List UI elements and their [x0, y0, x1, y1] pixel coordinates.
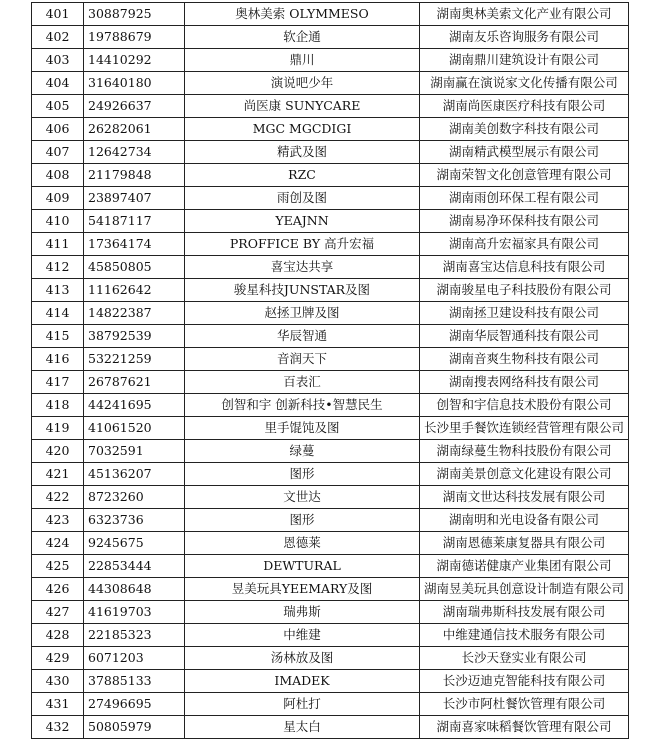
company-name-cell: 中维建通信技术服务有限公司 — [420, 624, 629, 647]
trademark-name-cell: PROFFICE BY 高升宏福 — [185, 233, 420, 256]
registration-number-cell: 14410292 — [84, 49, 185, 72]
row-number-cell: 412 — [32, 256, 84, 279]
row-number-cell: 410 — [32, 210, 84, 233]
table-row — [32, 601, 629, 624]
table-row — [32, 187, 629, 210]
registration-number-cell: 37885133 — [84, 670, 185, 693]
trademark-name-cell: 软企通 — [185, 26, 420, 49]
trademark-table — [31, 2, 629, 739]
registration-number-cell: 54187117 — [84, 210, 185, 233]
trademark-name-cell: 里手馄饨及图 — [185, 417, 420, 440]
row-number-cell: 424 — [32, 532, 84, 555]
table-row — [32, 624, 629, 647]
row-number-cell: 413 — [32, 279, 84, 302]
trademark-name-cell: 音润天下 — [185, 348, 420, 371]
registration-number-cell: 41061520 — [84, 417, 185, 440]
row-number-cell: 415 — [32, 325, 84, 348]
company-name-cell: 湖南拯卫建设科技有限公司 — [420, 302, 629, 325]
table-row — [32, 302, 629, 325]
trademark-name-cell: YEAJNN — [185, 210, 420, 233]
trademark-name-cell: 昱美玩具YEEMARY及图 — [185, 578, 420, 601]
registration-number-cell: 44308648 — [84, 578, 185, 601]
table-row — [32, 647, 629, 670]
registration-number-cell: 12642734 — [84, 141, 185, 164]
table-row — [32, 49, 629, 72]
trademark-name-cell: 精武及图 — [185, 141, 420, 164]
trademark-name-cell: 百表汇 — [185, 371, 420, 394]
company-name-cell: 湖南精武模型展示有限公司 — [420, 141, 629, 164]
row-number-cell: 423 — [32, 509, 84, 532]
company-name-cell: 湖南德诺健康产业集团有限公司 — [420, 555, 629, 578]
registration-number-cell: 9245675 — [84, 532, 185, 555]
company-name-cell: 湖南奥林美索文化产业有限公司 — [420, 3, 629, 26]
registration-number-cell: 6323736 — [84, 509, 185, 532]
registration-number-cell: 8723260 — [84, 486, 185, 509]
trademark-name-cell: 尚医康 SUNYCARE — [185, 95, 420, 118]
registration-number-cell: 11162642 — [84, 279, 185, 302]
row-number-cell: 402 — [32, 26, 84, 49]
trademark-name-cell: 文世达 — [185, 486, 420, 509]
table-row — [32, 486, 629, 509]
registration-number-cell: 14822387 — [84, 302, 185, 325]
trademark-name-cell: 图形 — [185, 509, 420, 532]
registration-number-cell: 26282061 — [84, 118, 185, 141]
registration-number-cell: 23897407 — [84, 187, 185, 210]
registration-number-cell: 17364174 — [84, 233, 185, 256]
row-number-cell: 420 — [32, 440, 84, 463]
trademark-name-cell: RZC — [185, 164, 420, 187]
trademark-name-cell: 创智和宇 创新科技•智慧民生 — [185, 394, 420, 417]
trademark-name-cell: 奥林美索 OLYMMESO — [185, 3, 420, 26]
table-row — [32, 256, 629, 279]
row-number-cell: 432 — [32, 716, 84, 739]
row-number-cell: 408 — [32, 164, 84, 187]
table-row — [32, 233, 629, 256]
row-number-cell: 406 — [32, 118, 84, 141]
trademark-name-cell: 恩德莱 — [185, 532, 420, 555]
row-number-cell: 429 — [32, 647, 84, 670]
trademark-name-cell: 中维建 — [185, 624, 420, 647]
company-name-cell: 长沙天登实业有限公司 — [420, 647, 629, 670]
table-row — [32, 279, 629, 302]
registration-number-cell: 21179848 — [84, 164, 185, 187]
row-number-cell: 430 — [32, 670, 84, 693]
company-name-cell: 湖南高升宏福家具有限公司 — [420, 233, 629, 256]
registration-number-cell: 44241695 — [84, 394, 185, 417]
table-row — [32, 141, 629, 164]
table-row — [32, 693, 629, 716]
table-row — [32, 532, 629, 555]
company-name-cell: 长沙市阿杜餐饮管理有限公司 — [420, 693, 629, 716]
company-name-cell: 湖南音爽生物科技有限公司 — [420, 348, 629, 371]
company-name-cell: 湖南瑞弗斯科技发展有限公司 — [420, 601, 629, 624]
table-row — [32, 716, 629, 739]
registration-number-cell: 50805979 — [84, 716, 185, 739]
trademark-name-cell: DEWTURAL — [185, 555, 420, 578]
trademark-name-cell: IMADEK — [185, 670, 420, 693]
company-name-cell: 湖南雨创环保工程有限公司 — [420, 187, 629, 210]
table-row — [32, 371, 629, 394]
trademark-name-cell: 演说吧少年 — [185, 72, 420, 95]
company-name-cell: 湖南美景创意文化建设有限公司 — [420, 463, 629, 486]
table-row — [32, 670, 629, 693]
row-number-cell: 416 — [32, 348, 84, 371]
company-name-cell: 湖南易净环保科技有限公司 — [420, 210, 629, 233]
row-number-cell: 417 — [32, 371, 84, 394]
table-row — [32, 555, 629, 578]
trademark-name-cell: 绿蔓 — [185, 440, 420, 463]
company-name-cell: 湖南荣智文化创意管理有限公司 — [420, 164, 629, 187]
trademark-table-body — [32, 3, 629, 739]
table-row — [32, 95, 629, 118]
trademark-name-cell: 喜宝达共享 — [185, 256, 420, 279]
company-name-cell: 湖南美创数字科技有限公司 — [420, 118, 629, 141]
trademark-name-cell: MGC MGCDIGI — [185, 118, 420, 141]
company-name-cell: 湖南搜表网络科技有限公司 — [420, 371, 629, 394]
registration-number-cell: 27496695 — [84, 693, 185, 716]
row-number-cell: 431 — [32, 693, 84, 716]
trademark-name-cell: 阿杜打 — [185, 693, 420, 716]
row-number-cell: 409 — [32, 187, 84, 210]
registration-number-cell: 19788679 — [84, 26, 185, 49]
registration-number-cell: 24926637 — [84, 95, 185, 118]
company-name-cell: 湖南喜家味稻餐饮管理有限公司 — [420, 716, 629, 739]
row-number-cell: 405 — [32, 95, 84, 118]
company-name-cell: 湖南恩德莱康复器具有限公司 — [420, 532, 629, 555]
table-row — [32, 72, 629, 95]
company-name-cell: 湖南文世达科技发展有限公司 — [420, 486, 629, 509]
row-number-cell: 411 — [32, 233, 84, 256]
trademark-name-cell: 华辰智通 — [185, 325, 420, 348]
table-row — [32, 325, 629, 348]
company-name-cell: 长沙里手餐饮连锁经营管理有限公司 — [420, 417, 629, 440]
registration-number-cell: 41619703 — [84, 601, 185, 624]
company-name-cell: 湖南喜宝达信息科技有限公司 — [420, 256, 629, 279]
company-name-cell: 创智和宇信息技术股份有限公司 — [420, 394, 629, 417]
company-name-cell: 湖南绿蔓生物科技股份有限公司 — [420, 440, 629, 463]
company-name-cell: 湖南鼎川建筑设计有限公司 — [420, 49, 629, 72]
table-row — [32, 118, 629, 141]
registration-number-cell: 30887925 — [84, 3, 185, 26]
row-number-cell: 404 — [32, 72, 84, 95]
table-row — [32, 348, 629, 371]
row-number-cell: 419 — [32, 417, 84, 440]
trademark-name-cell: 瑞弗斯 — [185, 601, 420, 624]
registration-number-cell: 6071203 — [84, 647, 185, 670]
table-row — [32, 578, 629, 601]
company-name-cell: 湖南明和光电设备有限公司 — [420, 509, 629, 532]
registration-number-cell: 53221259 — [84, 348, 185, 371]
row-number-cell: 421 — [32, 463, 84, 486]
trademark-name-cell: 骏星科技JUNSTAR及图 — [185, 279, 420, 302]
company-name-cell: 湖南骏星电子科技股份有限公司 — [420, 279, 629, 302]
row-number-cell: 425 — [32, 555, 84, 578]
company-name-cell: 湖南昱美玩具创意设计制造有限公司 — [420, 578, 629, 601]
table-row — [32, 3, 629, 26]
row-number-cell: 403 — [32, 49, 84, 72]
registration-number-cell: 22853444 — [84, 555, 185, 578]
table-row — [32, 417, 629, 440]
registration-number-cell: 38792539 — [84, 325, 185, 348]
row-number-cell: 418 — [32, 394, 84, 417]
row-number-cell: 428 — [32, 624, 84, 647]
trademark-name-cell: 鼎川 — [185, 49, 420, 72]
row-number-cell: 422 — [32, 486, 84, 509]
table-row — [32, 210, 629, 233]
table-row — [32, 26, 629, 49]
table-row — [32, 440, 629, 463]
table-row — [32, 463, 629, 486]
row-number-cell: 401 — [32, 3, 84, 26]
registration-number-cell: 45136207 — [84, 463, 185, 486]
registration-number-cell: 7032591 — [84, 440, 185, 463]
trademark-name-cell: 汤林放及图 — [185, 647, 420, 670]
registration-number-cell: 22185323 — [84, 624, 185, 647]
registration-number-cell: 26787621 — [84, 371, 185, 394]
table-row — [32, 394, 629, 417]
company-name-cell: 湖南赢在演说家文化传播有限公司 — [420, 72, 629, 95]
row-number-cell: 426 — [32, 578, 84, 601]
row-number-cell: 407 — [32, 141, 84, 164]
company-name-cell: 长沙迈迪克智能科技有限公司 — [420, 670, 629, 693]
company-name-cell: 湖南华辰智通科技有限公司 — [420, 325, 629, 348]
registration-number-cell: 45850805 — [84, 256, 185, 279]
company-name-cell: 湖南友乐咨询服务有限公司 — [420, 26, 629, 49]
row-number-cell: 414 — [32, 302, 84, 325]
trademark-name-cell: 星太白 — [185, 716, 420, 739]
trademark-name-cell: 图形 — [185, 463, 420, 486]
table-row — [32, 164, 629, 187]
trademark-name-cell: 赵拯卫牌及图 — [185, 302, 420, 325]
registration-number-cell: 31640180 — [84, 72, 185, 95]
company-name-cell: 湖南尚医康医疗科技有限公司 — [420, 95, 629, 118]
row-number-cell: 427 — [32, 601, 84, 624]
trademark-name-cell: 雨创及图 — [185, 187, 420, 210]
table-row — [32, 509, 629, 532]
